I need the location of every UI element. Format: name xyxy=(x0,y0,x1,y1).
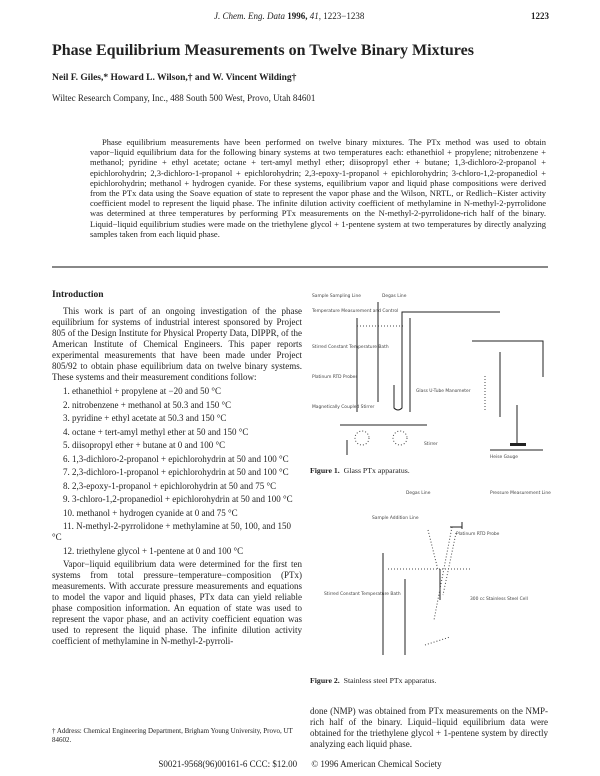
copyright: © 1996 American Chemical Society xyxy=(311,759,442,769)
paper-title: Phase Equilibrium Measurements on Twelve Binary Mixtures xyxy=(52,42,474,59)
fig1-label: Stirrer xyxy=(424,442,438,447)
fig2-label: Stirred Constant Temperature Bath xyxy=(324,592,401,597)
authors: Neil F. Giles,* Howard L. Wilson,† and W. Vincent Wilding† xyxy=(52,73,297,83)
list-item: 12. triethylene glycol + 1-pentene at 0 and 100 °C xyxy=(63,545,244,556)
intro-paragraph-1: This work is part of an ongoing investigation of the phase equilibrium for systems of industrial interest sponsored by Project 805 of the Design Institute for Physical Property Data, DIPPR, of the American Institute of Chemical Engineers. This paper reports experimental measurements that have been made under Project 805/92 to obtain phase equilibrium data on twelve binary systems. These systems and their measurement conditions follow: xyxy=(52,306,302,382)
footnote: † Address: Chemical Engineering Department, Brigham Young University, Provo, UT 84602. xyxy=(52,727,293,744)
page-number: 1223 xyxy=(531,11,549,21)
fig2-label: Sample Addition Line xyxy=(372,516,419,521)
fig1-label: Stirred Constant Temperature Bath xyxy=(312,345,389,350)
journal-citation xyxy=(214,11,364,21)
list-item: 5. diisopropyl ether + butane at 0 and 100 °C xyxy=(63,440,226,450)
intro-paragraph-2: Vapor−liquid equilibrium data were determined for the first ten systems from total pressure−temperature−composition (PTx) measurements. With accurate pressure measurements and equations to model the vapor and liquid phases, PTx data can yield reliable phase composition information. An equation of state was used to represent the vapor phase, and an activity coefficient equation was used to represent the liquid phase. The infinite dilution activity coefficient of methylamine in N-methyl-2-pyrroli- xyxy=(52,559,302,646)
affiliation: Wiltec Research Company, Inc., 488 South 500 West, Provo, Utah 84601 xyxy=(52,93,316,103)
intro-continuation: done (NMP) was obtained from PTx measurements on the NMP-rich half of the binary. Liquid−liquid equilibrium data were obtained for the triethylene glycol + 1-pentene system by directly analyzing each liquid phase. xyxy=(310,706,548,749)
fig1-label: Glass U-Tube Manometer xyxy=(416,389,471,394)
year: 1996, xyxy=(287,11,308,21)
figure-1-label: Figure 1. xyxy=(310,466,340,475)
article-code: S0021-9568(96)00161-6 CCC: $12.00 xyxy=(158,759,298,769)
list-item: 2. nitrobenzene + methanol at 50.3 and 150 °C xyxy=(63,399,232,410)
figure-2-caption xyxy=(310,676,436,685)
fig1-label: Temperature Measurement and Control xyxy=(312,309,399,314)
fig1-label: Platinum RTD Probes xyxy=(312,375,358,380)
abstract: Phase equilibrium measurements have been performed on twelve binary mixtures. The PTx method was used to obtain vapor−liquid equilibrium data for the following binary systems at two temperatures each: ethanethiol + propylene; nitrobenzene + methanol; pyridine + ethyl acetate; octane + tert-amyl methyl ether; diisopropyl ether + butane; 1,3-dichloro-2-propanol + epichlorohydrin; 2,3-dichloro-1-propanol + epichlorohydrin; 2,3-epoxy-1-propanol + epichlorohydrin; 3-chloro-1,2-propanediol + epichlorohydrin; methanol + hydrogen cyanide. For these systems, equilibrium vapor and liquid phase compositions were derived from the PTx data using the Soave equation of state to represent the vapor phase and the Wilson, NRTL, or Redlich−Kister activity coefficient model to represent the liquid phase. The infinite dilution activity coefficient of methylamine in N-methyl-2-pyrrolidone was determined at three temperatures by performing PTx measurements on the N-methyl-2-pyrrolidone-rich half of the binary. Liquid−liquid equilibrium studies were made on the triethylene glycol + 1-pentene system at two temperatures by directly analyzing samples taken from each liquid phase. xyxy=(90,137,546,239)
figure-2-caption-text: Stainless steel PTx apparatus. xyxy=(343,676,437,685)
figure-2-label: Figure 2. xyxy=(310,676,340,685)
journal-name: J. Chem. Eng. Data xyxy=(214,11,285,21)
fig2-label: Platinum RTD Probe xyxy=(456,532,500,537)
list-item: 8. 2,3-epoxy-1-propanol + epichlorohydrin at 50 and 75 °C xyxy=(63,480,277,491)
fig2-label: 300 cc Stainless Steel Cell xyxy=(470,597,528,602)
list-item: 11. N-methyl-2-pyrrolidone + methylamine at 50, 100, and 150 °C xyxy=(52,521,291,542)
list-item: 6. 1,3-dichloro-2-propanol + epichlorohydrin at 50 and 100 °C xyxy=(63,453,289,464)
figure-1-caption-text: Glass PTx apparatus. xyxy=(343,466,410,475)
fig1-label: Sample Sampling Line xyxy=(312,294,361,299)
abstract-divider xyxy=(52,266,548,268)
list-item: 10. methanol + hydrogen cyanide at 0 and 75 °C xyxy=(63,507,238,518)
systems-list xyxy=(52,386,302,557)
fig1-label: Magnetically Coupled Stirrer xyxy=(312,405,375,410)
volume: 41, xyxy=(309,11,321,21)
list-item: 7. 2,3-dichloro-1-propanol + epichlorohydrin at 50 and 100 °C xyxy=(63,467,289,477)
fig2-label: Degas Line xyxy=(406,491,431,496)
list-item: 4. octane + tert-amyl methyl ether at 50 and 150 °C xyxy=(63,426,249,437)
fig1-label: Heise Gauge xyxy=(490,455,518,460)
figure-2-diagram xyxy=(310,485,600,660)
page-range: 1223−1238 xyxy=(323,11,365,21)
figure-1-diagram xyxy=(310,290,600,462)
fig1-label: Degas Line xyxy=(382,294,407,299)
section-heading-introduction: Introduction xyxy=(52,290,104,300)
figure-1-caption xyxy=(310,466,410,475)
page-footer xyxy=(0,759,600,769)
left-column xyxy=(52,290,302,647)
list-item: 9. 3-chloro-1,2-propanediol + epichlorohydrin at 50 and 100 °C xyxy=(63,494,293,504)
list-item: 3. pyridine + ethyl acetate at 50.3 and 150 °C xyxy=(63,413,227,423)
fig2-label: Pressure Measurement Line xyxy=(490,491,551,496)
list-item: 1. ethanethiol + propylene at −20 and 50 °C xyxy=(63,386,221,396)
